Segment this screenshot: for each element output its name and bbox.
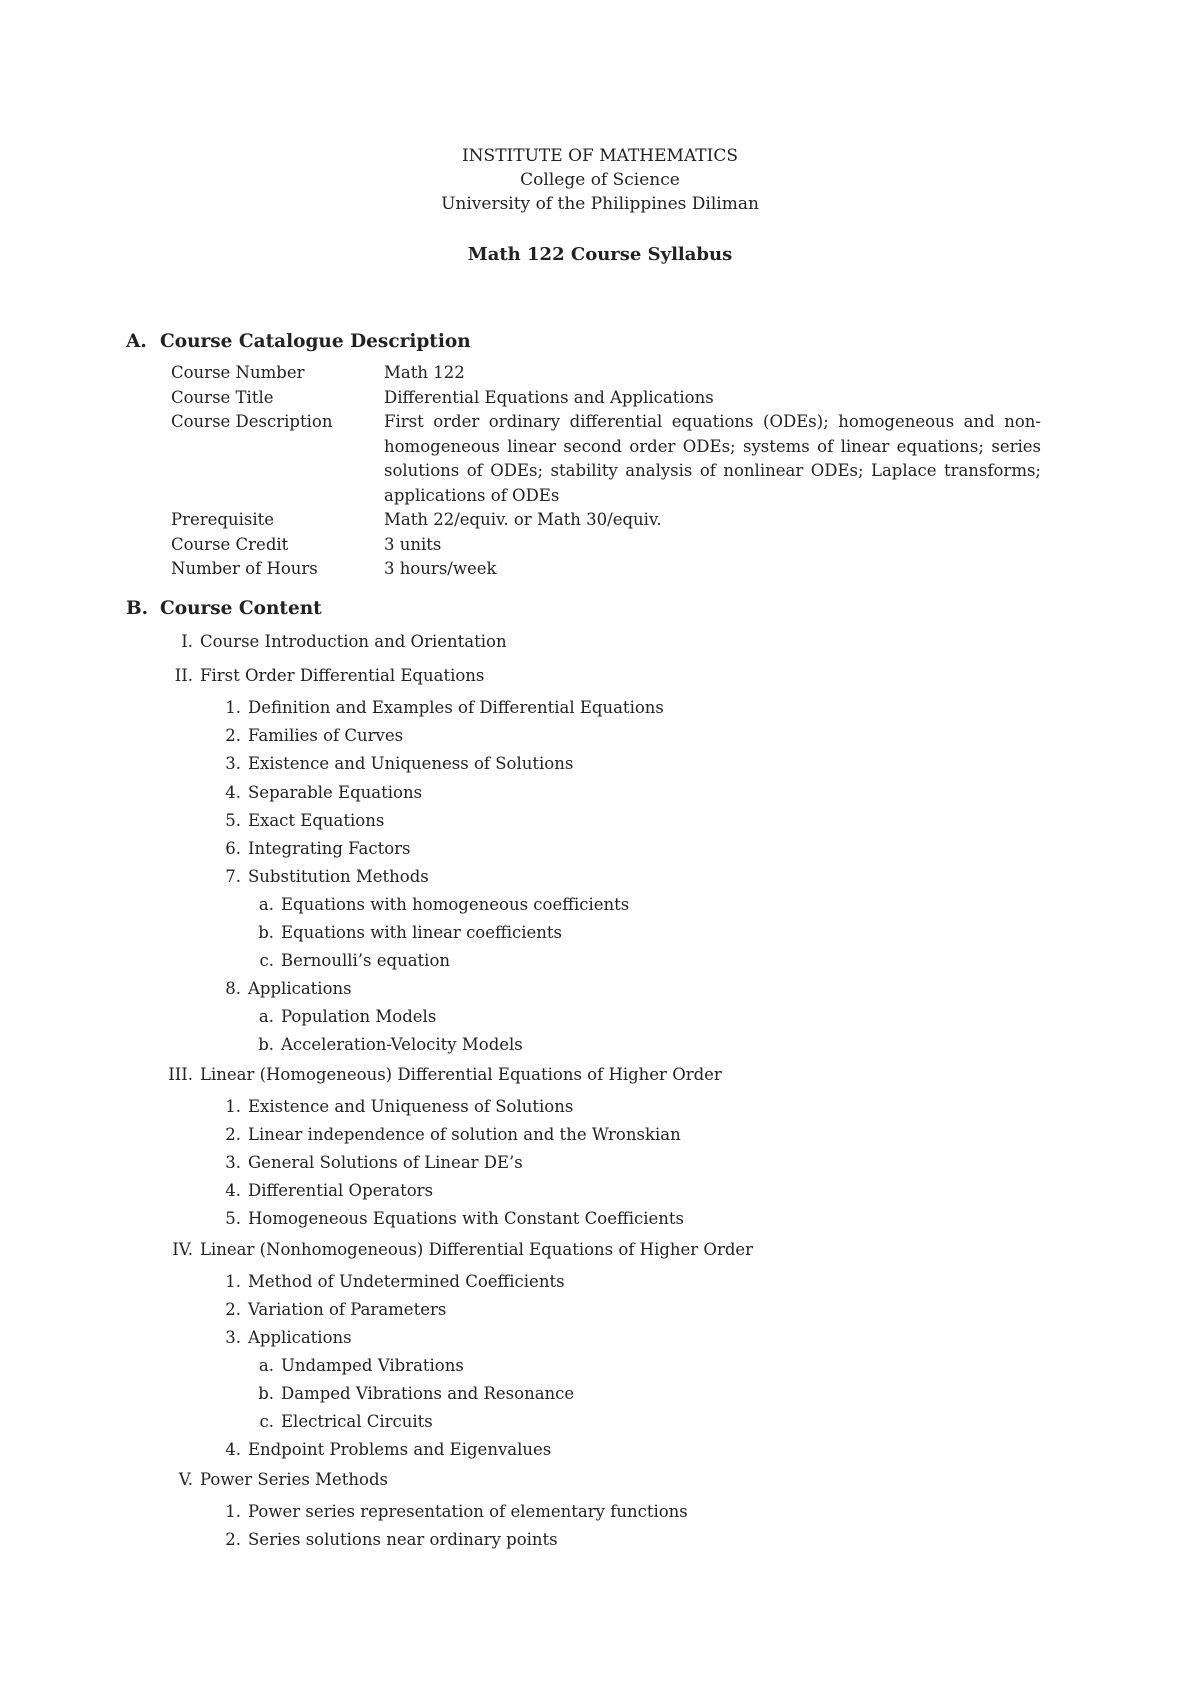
content-topic xyxy=(211,726,403,745)
content-topic-title: Integrating Factors xyxy=(248,839,411,858)
content-subtopic-title: Undamped Vibrations xyxy=(281,1356,464,1376)
content-subtopic-title: Electrical Circuits xyxy=(281,1411,433,1431)
content-topic-number: 8. xyxy=(225,978,241,998)
content-topic-number: 6. xyxy=(225,839,241,858)
content-topic-number: 7. xyxy=(225,867,241,887)
institute-name: INSTITUTE OF MATHEMATICS xyxy=(461,146,739,166)
content-topic xyxy=(211,839,411,858)
content-subtopic xyxy=(250,1412,433,1431)
section-b-heading xyxy=(126,598,322,619)
content-unit-number: II. xyxy=(174,666,193,685)
content-topic-title: Definition and Examples of Differential Equations xyxy=(248,698,664,717)
content-subtopic-number: b. xyxy=(258,1034,274,1054)
content-unit-number: IV. xyxy=(172,1239,193,1259)
catalogue-label: Number of Hours xyxy=(171,559,318,578)
catalogue-row xyxy=(171,361,1041,386)
content-subtopic-title: Population Models xyxy=(281,1007,437,1026)
content-unit xyxy=(157,632,507,651)
document-title: Math 122 Course Syllabus xyxy=(467,244,733,265)
content-topic xyxy=(211,1181,433,1200)
content-topic-title: Exact Equations xyxy=(248,810,385,830)
college-name: College of Science xyxy=(520,170,680,190)
catalogue-row xyxy=(171,386,1041,411)
content-topic-number: 2. xyxy=(225,1530,241,1549)
content-topic-number: 3. xyxy=(225,1328,241,1347)
content-topic-title: Substitution Methods xyxy=(248,867,429,887)
university-name: University of the Philippines Diliman xyxy=(441,194,759,214)
content-subtopic xyxy=(250,1035,523,1054)
content-unit-number: V. xyxy=(178,1469,193,1489)
catalogue-row xyxy=(171,508,1041,533)
content-topic xyxy=(211,1272,565,1291)
content-topic-number: 2. xyxy=(225,1299,241,1319)
content-topic xyxy=(211,867,429,886)
content-topic xyxy=(211,979,352,998)
content-topic-title: Existence and Uniqueness of Solutions xyxy=(248,754,574,774)
content-subtopic-title: Acceleration-Velocity Models xyxy=(281,1034,523,1054)
content-subtopic-number: a. xyxy=(258,1356,274,1376)
content-topic-number: 1. xyxy=(225,1096,241,1116)
content-topic xyxy=(211,1300,446,1319)
content-topic-number: 3. xyxy=(225,754,241,774)
content-unit xyxy=(157,1065,722,1084)
content-topic xyxy=(211,698,664,717)
catalogue-value: 3 units xyxy=(384,534,442,554)
content-unit-number: III. xyxy=(168,1064,193,1084)
content-subtopic-number: c. xyxy=(259,1411,274,1431)
content-topic xyxy=(211,783,422,802)
content-topic xyxy=(211,811,384,830)
content-topic-title: Homogeneous Equations with Constant Coefficients xyxy=(248,1209,685,1229)
catalogue-value: Math 122 xyxy=(384,363,465,382)
content-topic-number: 2. xyxy=(225,726,241,746)
content-topic xyxy=(211,1530,558,1549)
content-unit xyxy=(157,666,484,685)
content-subtopic-title: Bernoulli’s equation xyxy=(281,951,451,970)
catalogue-row xyxy=(171,410,1041,508)
content-unit-title: First Order Differential Equations xyxy=(200,666,485,685)
content-topic-title: Existence and Uniqueness of Solutions xyxy=(248,1096,574,1116)
content-topic xyxy=(211,1440,551,1459)
content-topic-number: 4. xyxy=(225,1439,241,1459)
catalogue-value: 3 hours/week xyxy=(384,559,497,578)
content-unit-title: Course Introduction and Orientation xyxy=(200,632,507,651)
catalogue-label: Course Number xyxy=(171,363,305,382)
content-topic-title: General Solutions of Linear DE’s xyxy=(248,1153,523,1172)
content-topic xyxy=(211,1502,688,1521)
content-subtopic-title: Equations with linear coefficients xyxy=(281,923,563,943)
content-subtopic xyxy=(250,1384,574,1403)
content-topic xyxy=(211,1125,681,1144)
content-topic xyxy=(211,1153,523,1172)
catalogue-label: Course Credit xyxy=(171,534,289,554)
catalogue-value: Differential Equations and Applications xyxy=(384,387,714,407)
content-topic-number: 1. xyxy=(225,1501,241,1521)
content-topic-title: Applications xyxy=(248,978,352,998)
content-topic-title: Applications xyxy=(248,1328,352,1347)
content-topic xyxy=(211,1097,573,1116)
content-subtopic-number: a. xyxy=(258,1007,274,1026)
content-topic-title: Separable Equations xyxy=(248,782,423,802)
content-subtopic-number: c. xyxy=(259,951,274,970)
content-topic-number: 5. xyxy=(225,1209,241,1229)
content-subtopic-title: Damped Vibrations and Resonance xyxy=(281,1384,575,1403)
catalogue-table xyxy=(171,361,1041,582)
content-subtopic xyxy=(250,1356,464,1375)
content-topic-title: Method of Undetermined Coefficients xyxy=(248,1271,565,1291)
content-subtopic-number: b. xyxy=(258,923,274,943)
content-topic-title: Families of Curves xyxy=(248,726,404,746)
section-b-letter: B. xyxy=(126,598,149,619)
section-a-heading xyxy=(126,331,471,352)
catalogue-row xyxy=(171,557,1041,582)
content-subtopic-number: a. xyxy=(258,895,274,915)
content-subtopic-number: b. xyxy=(258,1384,274,1403)
content-unit-title: Linear (Homogeneous) Differential Equations of Higher Order xyxy=(200,1064,722,1084)
content-topic xyxy=(211,1209,684,1228)
catalogue-label: Course Description xyxy=(171,412,333,431)
content-topic xyxy=(211,754,573,773)
content-subtopic xyxy=(250,1007,436,1026)
content-unit xyxy=(157,1470,388,1489)
catalogue-value: First order ordinary differential equations (ODEs); homogeneous and non-homogeneous linear second order ODEs; systems of linear equations; series solutions of ODEs; stability analysis of nonlinear ODEs; Laplace transforms; applications of ODEs xyxy=(384,412,1041,505)
content-topic-number: 4. xyxy=(225,782,241,802)
content-unit-number: I. xyxy=(181,632,193,651)
content-topic-title: Endpoint Problems and Eigenvalues xyxy=(248,1439,552,1459)
catalogue-label: Course Title xyxy=(171,387,274,407)
content-topic xyxy=(211,1328,352,1347)
content-topic-number: 3. xyxy=(225,1153,241,1172)
section-a-title: Course Catalogue Description xyxy=(160,331,471,352)
content-topic-title: Linear independence of solution and the Wronskian xyxy=(248,1124,681,1144)
content-topic-number: 1. xyxy=(225,1271,241,1291)
content-topic-number: 4. xyxy=(225,1181,241,1201)
content-subtopic xyxy=(250,923,562,942)
catalogue-label: Prerequisite xyxy=(171,510,275,529)
content-topic-number: 5. xyxy=(225,810,241,830)
content-topic-title: Power series representation of elementary functions xyxy=(248,1501,688,1521)
section-a-letter: A. xyxy=(126,331,147,352)
content-topic-number: 1. xyxy=(225,698,241,717)
content-topic-number: 2. xyxy=(225,1124,241,1144)
section-b-title: Course Content xyxy=(160,598,322,619)
content-subtopic xyxy=(250,895,629,914)
content-topic-title: Series solutions near ordinary points xyxy=(248,1530,558,1549)
content-subtopic xyxy=(250,951,450,970)
catalogue-value: Math 22/equiv. or Math 30/equiv. xyxy=(384,510,662,529)
catalogue-row xyxy=(171,533,1041,558)
content-topic-title: Differential Operators xyxy=(248,1181,434,1201)
content-subtopic-title: Equations with homogeneous coefficients xyxy=(281,895,630,915)
content-unit xyxy=(157,1240,753,1259)
content-unit-title: Power Series Methods xyxy=(200,1469,388,1489)
content-topic-title: Variation of Parameters xyxy=(248,1299,447,1319)
content-unit-title: Linear (Nonhomogeneous) Differential Equations of Higher Order xyxy=(200,1239,754,1259)
